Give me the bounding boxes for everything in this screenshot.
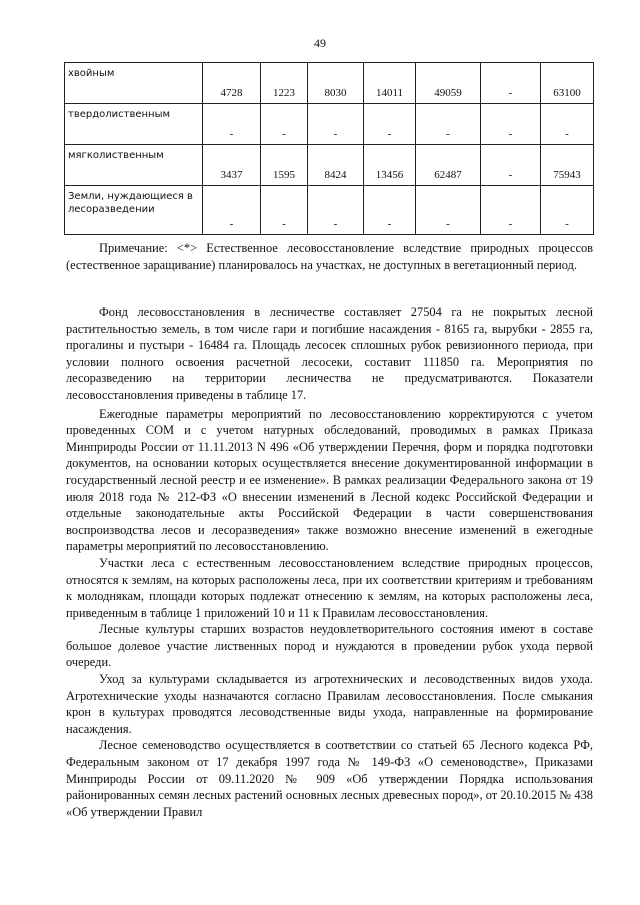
page-number: 49 [314,36,326,50]
table-cell: - [203,104,261,145]
table-cell: 4728 [203,63,261,104]
table-cell: 63100 [541,63,594,104]
table-cell: - [481,104,541,145]
table-row [65,145,594,186]
paragraph: Фонд лесовосстановления в лесничестве составляет 27504 га не покрытых лесной растительностью земель, в том числе гари и погибшие насаждения - 8165 га, вырубки - 2855 га, прогалины и пустыри - 16484 га. Площадь лесосек сплошных рубок ревизионного периода, при условии полного освоения расчетной лесосеки, составит 111850 га. Мероприятия по лесоразведению на территории лесничества не предусматриваются. Показатели лесовосстановления приведены в таблице 17. [66,305,593,402]
row-label: хвойным [65,63,203,104]
table-cell: - [308,104,364,145]
table-cell: - [481,145,541,186]
table-cell: - [364,186,416,235]
table-cell: 13456 [364,145,416,186]
table-row [65,186,594,235]
table-cell: 8424 [308,145,364,186]
row-label: твердолиственным [65,104,203,145]
table-cell: - [541,104,594,145]
table-cell: 49059 [416,63,481,104]
table-cell: - [364,104,416,145]
table-cell: - [308,186,364,235]
table-cell: 1223 [261,63,308,104]
table-cell: - [261,104,308,145]
paragraph: Лесное семеноводство осуществляется в соответствии со статьей 65 Лесного кодекса РФ, Федеральным законом от 17 декабря 1997 года № 149-ФЗ «О семеноводстве», Приказами Минприроды России от 09.11.2020 № 909 «Об утверждении Порядка использования районированных семян лесных растений основных лесных древесных пород», от 20.10.2015 № 438 «Об утверждении Правил [66,738,593,819]
table-cell: - [481,186,541,235]
table-cell: 62487 [416,145,481,186]
paragraph: Лесные культуры старших возрастов неудовлетворительного состояния имеют в составе большое долевое участие лиственных пород и нуждаются в проведении рубок ухода первой очереди. [66,622,593,670]
table-note [66,240,593,273]
row-label: Земли, нуждающиеся в лесоразведении [65,186,203,235]
paragraph: Ежегодные параметры мероприятий по лесовосстановлению корректируются с учетом проведенных СОМ и с учетом натурных обследований, проводимых в рамках Приказа Минприроды России от 11.11.2013 N 496 «Об утверждении Перечня, форм и порядка подготовки документов, на основании которых осуществляется внесение документированной информации в государственный лесной реестр и ее изменение». В рамках реализации Федерального закона от 19 июля 2018 года № 212-ФЗ «О внесении изменений в Лесной кодекс Российской Федерации и отдельные законодательные акты Российской Федерации в части совершенствования воспроизводства лесов и лесоразведения» также возможно внесение изменений в ежегодные параметры мероприятий по лесовосстановлению. [66,406,593,554]
table-cell: 14011 [364,63,416,104]
table-cell: 75943 [541,145,594,186]
table-cell: - [261,186,308,235]
table-cell: - [416,104,481,145]
table-cell: - [541,186,594,235]
paragraph: Участки леса с естественным лесовосстановлением вследствие природных процессов, относятся к землям, на которых расположены леса, при их соответствии критериям и требованиям к молоднякам, площади которых подлежат отнесению к землям, на которых расположены леса, приведенным в таблице 1 приложений 10 и 11 к Правилам лесовосстановления. [66,555,593,620]
table-cell: - [203,186,261,235]
note-paragraph: Примечание: <*> Естественное лесовосстановление вследствие природных процессов (естественное заращивание) планировалось на участках, не доступных в вегетационный период. [66,241,593,272]
body-text [66,304,593,820]
table-cell: - [416,186,481,235]
table-row [65,63,594,104]
table-cell: 3437 [203,145,261,186]
table-row [65,104,594,145]
table-cell: 8030 [308,63,364,104]
table-cell: - [481,63,541,104]
table-cell: 1595 [261,145,308,186]
reforestation-table [64,62,594,235]
paragraph: Уход за культурами складывается из агротехнических и лесоводственных видов ухода. Агротехнические уходы назначаются согласно Правилам лесовосстановления. После смыкания крон в культурах проводятся лесоводственные виды ухода, направленные на формирование насаждения. [66,672,593,736]
row-label: мягколиственным [65,145,203,186]
